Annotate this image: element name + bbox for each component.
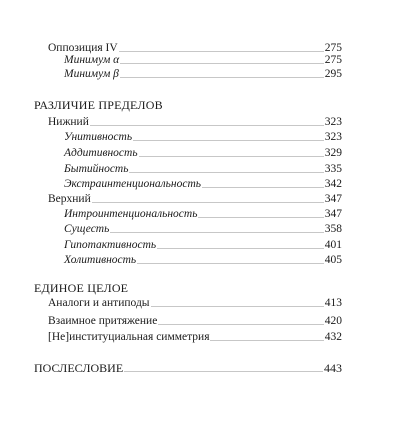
toc-entry-page: 413 xyxy=(324,297,342,309)
dot-leader xyxy=(198,217,323,218)
toc-entry-page: 405 xyxy=(324,254,342,266)
dot-leader xyxy=(90,125,324,126)
toc-entry-page: 335 xyxy=(324,163,342,175)
toc-entry-page: 347 xyxy=(324,208,342,220)
toc-entry-page: 347 xyxy=(324,193,342,205)
section-heading-limits[interactable]: РАЗЛИЧИЕ ПРЕДЕЛОВ xyxy=(34,98,163,112)
toc-entry-hypotactivity[interactable] xyxy=(64,238,342,252)
toc-entry-label: Минимум β xyxy=(64,68,119,80)
dot-leader xyxy=(92,202,324,203)
toc-entry-label: Экстраинтенциональность xyxy=(64,178,202,190)
toc-entry-page: 443 xyxy=(324,361,342,375)
dot-leader xyxy=(157,248,324,249)
toc-entry-minimum-beta[interactable] xyxy=(64,67,342,81)
toc-entry-page: 401 xyxy=(324,239,342,251)
toc-entry-page: 329 xyxy=(324,147,342,159)
toc-entry-upper[interactable] xyxy=(48,192,342,206)
toc-entry-page: 295 xyxy=(324,68,342,80)
toc-entry-symmetry[interactable] xyxy=(48,330,342,344)
toc-entry-lower[interactable] xyxy=(48,115,342,129)
dot-leader xyxy=(133,140,324,141)
toc-entry-introintentionality[interactable] xyxy=(64,207,342,221)
toc-entry-label: Оппозиция IV xyxy=(48,42,118,54)
toc-entry-page: 275 xyxy=(324,42,342,54)
toc-entry-label: Гипотактивность xyxy=(64,239,157,251)
toc-entry-label: ПОСЛЕСЛОВИЕ xyxy=(34,361,124,375)
toc-entry-label: Унитивность xyxy=(64,131,133,143)
toc-entry-page: 323 xyxy=(324,116,342,128)
toc-entry-label: [Не]институциальная симметрия xyxy=(48,331,210,343)
dot-leader xyxy=(137,263,324,264)
toc-entry-existentiality[interactable] xyxy=(64,162,342,176)
dot-leader xyxy=(119,51,324,52)
toc-entry-label: Интроинтенциональность xyxy=(64,208,198,220)
dot-leader xyxy=(151,306,324,307)
section-heading-whole[interactable]: ЕДИНОЕ ЦЕЛОЕ xyxy=(34,281,129,295)
toc-entry-label: Аддитивность xyxy=(64,147,138,159)
toc-entry-attraction[interactable] xyxy=(48,314,342,328)
toc-entry-label: Минимум α xyxy=(64,54,120,66)
toc-entry-label: Бытийность xyxy=(64,163,129,175)
dot-leader xyxy=(129,172,323,173)
toc-entry-page: 420 xyxy=(324,315,342,327)
dot-leader xyxy=(124,371,323,372)
toc-entry-additivity[interactable] xyxy=(64,146,342,160)
dot-leader xyxy=(120,63,324,64)
dot-leader xyxy=(158,324,323,325)
toc-entry-analogs[interactable] xyxy=(48,296,342,310)
toc-entry-essence[interactable] xyxy=(64,222,342,236)
toc-entry-label: Сущесть xyxy=(64,223,110,235)
dot-leader xyxy=(202,187,324,188)
dot-leader xyxy=(210,340,323,341)
toc-entry-label: Верхний xyxy=(48,193,91,205)
dot-leader xyxy=(120,77,324,78)
toc-entry-unitivity[interactable] xyxy=(64,130,342,144)
toc-entry-page: 323 xyxy=(324,131,342,143)
toc-entry-label: Аналоги и антиподы xyxy=(48,297,150,309)
toc-entry-page: 432 xyxy=(324,331,342,343)
dot-leader xyxy=(139,156,324,157)
toc-entry-holitivity[interactable] xyxy=(64,253,342,267)
toc-entry-page: 342 xyxy=(324,178,342,190)
toc-entry-label: Холитивность xyxy=(64,254,137,266)
toc-entry-extraintentionality[interactable] xyxy=(64,177,342,191)
toc-entry-afterword[interactable] xyxy=(34,361,342,375)
toc-entry-minimum-alpha[interactable] xyxy=(64,53,342,67)
toc-entry-page: 358 xyxy=(324,223,342,235)
toc-entry-label: Взаимное притяжение xyxy=(48,315,158,327)
toc-entry-label: Нижний xyxy=(48,116,89,128)
dot-leader xyxy=(110,232,323,233)
toc-entry-page: 275 xyxy=(324,54,342,66)
